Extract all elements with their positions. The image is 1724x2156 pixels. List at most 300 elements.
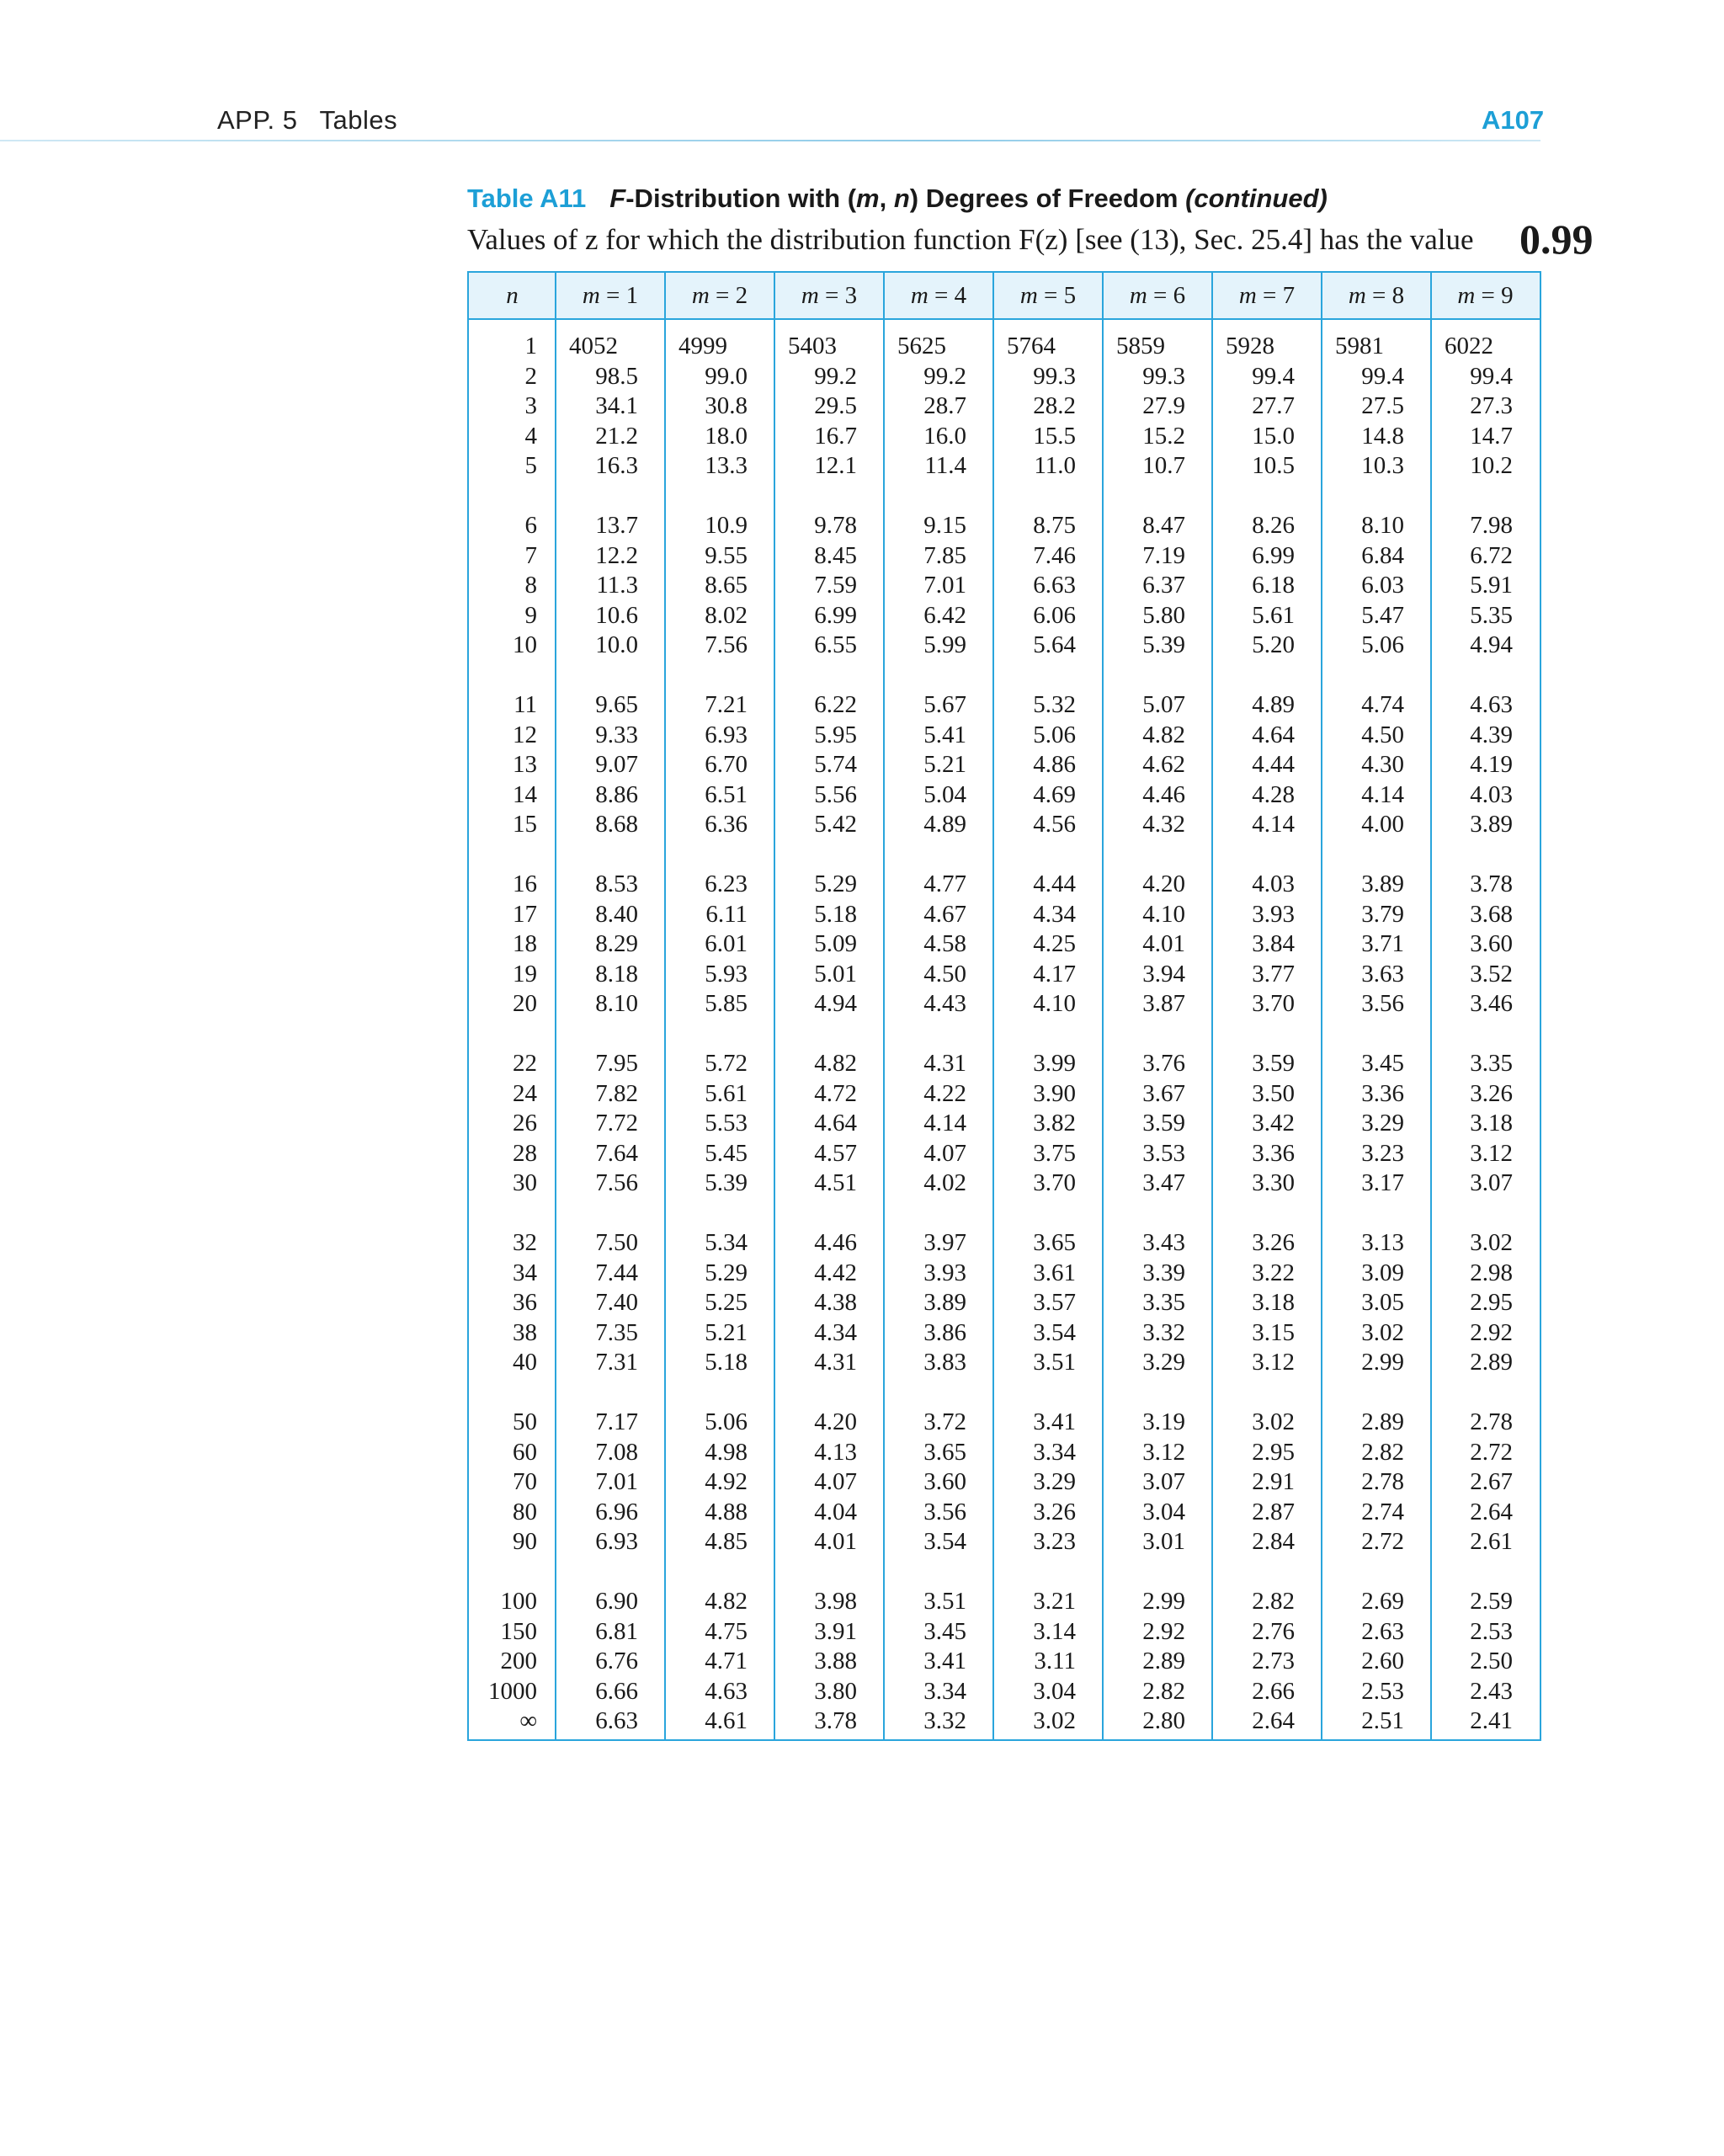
table-cell: 3.98 [814,1588,857,1615]
table-cell: 3.34 [1033,1438,1076,1466]
table-cell: 10.0 [595,631,638,658]
table-cell: 3.11 [1034,1648,1076,1674]
table-cell: 6.63 [595,1707,638,1734]
table-cell: 27.9 [1142,392,1185,419]
table-cell: 5.01 [814,960,857,988]
table-cell: 16.7 [814,422,857,450]
table-cell: 3.23 [1361,1139,1404,1167]
table-cell: 4.56 [1033,811,1076,838]
table-cell: 13.3 [705,452,748,479]
table-cell: 6.55 [814,631,857,658]
table-cell: 2.95 [1252,1438,1295,1466]
table-cell: 5.21 [705,1318,748,1346]
table-cell: 9.65 [595,691,638,718]
table-cell: 3.19 [1142,1408,1185,1435]
table-cell: 16.0 [923,422,966,450]
table-cell: 3.52 [1470,960,1513,988]
table-cell: 6.36 [705,811,748,838]
title-sep: , [879,184,894,213]
table-cell: 5.56 [814,780,857,808]
table-cell: 4.34 [814,1318,857,1346]
table-cell: 7.85 [923,541,966,569]
table-cell: 4.63 [705,1677,748,1705]
table-cell: 3.90 [1033,1079,1076,1107]
table-header-row [469,273,1540,320]
table-cell: 3.35 [1142,1289,1185,1316]
table-cell: 4.64 [814,1110,857,1137]
table-cell: 3.87 [1142,990,1185,1017]
table-cell: 4.04 [814,1498,857,1525]
table-cell: 3.35 [1470,1050,1513,1077]
table-cell: 6.01 [705,930,748,957]
title-main: -Distribution with ( [625,184,857,213]
section-number: APP. 5 [217,105,298,135]
table-cell: 3.76 [1142,1050,1185,1077]
table-cell: 28.2 [1033,392,1076,419]
table-cell: 3.89 [1361,870,1404,897]
table-cell: 99.2 [923,362,966,390]
table-cell: 7.21 [705,691,748,718]
row-label-n: 5 [524,452,537,479]
table-cell: 5.95 [814,721,857,748]
table-cell: 4.58 [923,930,966,957]
table-cell: 9.15 [923,512,966,539]
table-cell: 8.10 [595,990,638,1017]
table-cell: 5.07 [1142,691,1185,718]
table-cell: 4.89 [1252,691,1295,718]
table-cell: 2.82 [1142,1677,1185,1705]
header-m-5: m = 5 [1019,282,1077,309]
table-cell: 6.96 [595,1498,638,1525]
table-cell: 16.3 [595,452,638,479]
table-cell: 3.22 [1252,1259,1295,1286]
table-cell: 3.17 [1361,1169,1404,1196]
table-cell: 8.26 [1252,512,1295,539]
table-cell: 5.45 [705,1139,748,1167]
table-cell: 6.70 [705,751,748,778]
table-cell: 3.47 [1142,1169,1185,1196]
table-cell: 3.29 [1361,1110,1404,1137]
table-cell: 7.35 [595,1318,638,1346]
table-cell: 3.93 [923,1259,966,1286]
row-label-n: 80 [513,1498,537,1525]
table-cell: 7.56 [595,1169,638,1196]
table-cell: 7.98 [1470,512,1513,539]
table-cell: 15.5 [1033,422,1076,450]
row-label-n: 26 [513,1110,537,1137]
table-cell: 15.0 [1252,422,1295,450]
table-cell: 8.53 [595,870,638,897]
row-label-n: 18 [513,930,537,957]
table-cell: 3.78 [1470,870,1513,897]
table-cell: 2.53 [1470,1617,1513,1645]
table-cell: 4.25 [1033,930,1076,957]
table-cell: 2.82 [1361,1438,1404,1466]
table-cell: 3.14 [1033,1617,1076,1645]
table-cell: 4.71 [705,1648,748,1674]
table-cell: 3.67 [1142,1079,1185,1107]
table-cell: 9.33 [595,721,638,748]
row-label-n: 15 [513,811,537,838]
table-cell: 2.95 [1470,1289,1513,1316]
table-cell: 3.50 [1252,1079,1295,1107]
table-cell: 3.12 [1252,1349,1295,1376]
table-cell: 5.61 [705,1079,748,1107]
table-cell: 8.45 [814,541,857,569]
header-m-7: m = 7 [1238,282,1296,309]
table-cell: 3.75 [1033,1139,1076,1167]
table-cell: 5.47 [1361,601,1404,629]
table-cell: 2.99 [1142,1588,1185,1615]
row-label-n: 22 [513,1050,537,1077]
table-cell: 3.53 [1142,1139,1185,1167]
table-cell: 3.99 [1033,1050,1076,1077]
row-label-n: 30 [513,1169,537,1196]
table-cell: 2.69 [1361,1588,1404,1615]
title-continued: (continued) [1185,184,1328,213]
table-cell: 11.4 [924,452,966,479]
table-cell: 3.88 [814,1648,857,1674]
table-cell: 9.07 [595,751,638,778]
row-label-n: 13 [513,751,537,778]
table-cell: 6.23 [705,870,748,897]
table-cell: 5.34 [705,1229,748,1256]
table-cell: 3.32 [1142,1318,1185,1346]
table-cell: 98.5 [595,362,638,390]
table-cell: 3.89 [923,1289,966,1316]
table-cell: 4.01 [814,1528,857,1555]
table-cell: 4.03 [1252,870,1295,897]
table-cell: 2.80 [1142,1707,1185,1734]
table-cell: 2.78 [1470,1408,1513,1435]
table-cell: 3.63 [1361,960,1404,988]
table-cell: 5.61 [1252,601,1295,629]
table-cell: 6.93 [705,721,748,748]
table-cell: 7.64 [595,1139,638,1167]
table-cell: 30.8 [705,392,748,419]
table-cell: 27.3 [1470,392,1513,419]
table-cell: 3.36 [1252,1139,1295,1167]
table-cell: 3.60 [1470,930,1513,957]
table-cell: 4.64 [1252,721,1295,748]
table-cell: 8.75 [1033,512,1076,539]
table-cell: 4.69 [1033,780,1076,808]
table-cell: 8.47 [1142,512,1185,539]
table-cell: 29.5 [814,392,857,419]
table-cell: 3.56 [1361,990,1404,1017]
header-m-9: m = 9 [1457,282,1514,309]
row-label-n: 17 [513,900,537,928]
table-cell: 18.0 [705,422,748,450]
row-label-n: 38 [513,1318,537,1346]
table-cell: 3.29 [1033,1468,1076,1495]
table-cell: 3.18 [1252,1289,1295,1316]
table-cell: 3.07 [1142,1468,1185,1495]
table-cell: 4.51 [814,1169,857,1196]
table-cell: 3.86 [923,1318,966,1346]
table-caption [467,184,1328,214]
table-cell: 2.89 [1142,1648,1185,1674]
table-cell: 5.85 [705,990,748,1017]
table-cell: 8.40 [595,900,638,928]
table-cell: 7.19 [1142,541,1185,569]
table-cell: 6.03 [1361,572,1404,599]
table-cell: 6.63 [1033,572,1076,599]
header-m-8: m = 8 [1348,282,1405,309]
table-cell: 3.91 [814,1617,857,1645]
row-label-n: 60 [513,1438,537,1466]
table-cell: 3.70 [1033,1169,1076,1196]
table-cell: 6.18 [1252,572,1295,599]
table-cell: 4.07 [923,1139,966,1167]
table-cell: 3.94 [1142,960,1185,988]
table-cell: 3.79 [1361,900,1404,928]
table-cell: 2.92 [1470,1318,1513,1346]
table-cell: 2.98 [1470,1259,1513,1286]
table-cell: 3.02 [1470,1229,1513,1256]
table-cell: 2.63 [1361,1617,1404,1645]
table-cell: 6.90 [595,1588,638,1615]
table-cell: 5.35 [1470,601,1513,629]
table-cell: 4.13 [814,1438,857,1466]
table-cell: 5.06 [1033,721,1076,748]
row-label-n: 10 [513,631,537,658]
table-cell: 5.80 [1142,601,1185,629]
table-cell: 99.2 [814,362,857,390]
table-cell: 14.7 [1470,422,1513,450]
table-cell: 3.51 [923,1588,966,1615]
row-label-n: 200 [500,1648,537,1674]
table-cell: 3.43 [1142,1229,1185,1256]
table-cell: 3.41 [923,1648,966,1674]
table-label: Table A11 [467,184,587,213]
table-cell: 4.34 [1033,900,1076,928]
table-cell: 3.42 [1252,1110,1295,1137]
table-cell: 3.29 [1142,1349,1185,1376]
table-cell: 4.17 [1033,960,1076,988]
f-distribution-table [467,271,1541,1741]
table-cell: 99.3 [1033,362,1076,390]
table-cell: 3.21 [1033,1588,1076,1615]
table-cell: 5764 [1007,333,1056,359]
table-cell: 4.38 [814,1289,857,1316]
row-label-n: 34 [513,1259,537,1286]
row-label-n: 40 [513,1349,537,1376]
table-cell: 12.2 [595,541,638,569]
title-m: m [856,184,880,213]
header-m-2: m = 2 [691,282,748,309]
table-cell: 4.14 [1361,780,1404,808]
table-cell: 4.92 [705,1468,748,1495]
table-cell: 5981 [1335,333,1384,359]
title-f: F [609,184,626,213]
table-cell: 3.84 [1252,930,1295,957]
table-cell: 4.32 [1142,811,1185,838]
table-cell: 3.02 [1252,1408,1295,1435]
table-cell: 21.2 [595,422,638,450]
table-cell: 4.03 [1470,780,1513,808]
table-cell: 4.31 [814,1349,857,1376]
table-cell: 4.62 [1142,751,1185,778]
table-cell: 2.41 [1470,1707,1513,1734]
table-cell: 4.85 [705,1528,748,1555]
page-number: A107 [1482,105,1545,135]
table-cell: 7.08 [595,1438,638,1466]
table-cell: 6.66 [595,1677,638,1705]
table-cell: 3.70 [1252,990,1295,1017]
title-end: ) Degrees of Freedom [909,184,1186,213]
table-cell: 99.0 [705,362,748,390]
table-cell: 5.67 [923,691,966,718]
table-cell: 3.13 [1361,1229,1404,1256]
table-cell: 2.61 [1470,1528,1513,1555]
row-label-n: 2 [524,362,537,390]
table-cell: 2.50 [1470,1648,1513,1674]
table-cell: 2.66 [1252,1677,1295,1705]
table-cell: 3.02 [1033,1707,1076,1734]
table-cell: 2.89 [1361,1408,1404,1435]
table-cell: 3.15 [1252,1318,1295,1346]
table-cell: 3.78 [814,1707,857,1734]
table-cell: 4.50 [923,960,966,988]
table-cell: 3.65 [1033,1229,1076,1256]
table-cell: 5.04 [923,780,966,808]
table-cell: 99.4 [1252,362,1295,390]
table-cell: 3.80 [814,1677,857,1705]
table-cell: 5.93 [705,960,748,988]
table-cell: 28.7 [923,392,966,419]
table-cell: 4.44 [1252,751,1295,778]
table-cell: 6.84 [1361,541,1404,569]
table-cell: 3.04 [1033,1677,1076,1705]
table-cell: 4.10 [1142,900,1185,928]
table-cell: 3.83 [923,1349,966,1376]
table-cell: 7.56 [705,631,748,658]
table-cell: 5.29 [705,1259,748,1286]
table-cell: 27.5 [1361,392,1404,419]
row-label-n: 12 [513,721,537,748]
table-cell: 99.4 [1470,362,1513,390]
row-label-n: 100 [500,1588,537,1615]
table-cell: 3.26 [1033,1498,1076,1525]
table-cell: 3.41 [1033,1408,1076,1435]
table-cell: 3.93 [1252,900,1295,928]
table-cell: 3.26 [1252,1229,1295,1256]
subcaption-text: Values of z for which the distribution function F(z) [see (13), Sec. 25.4] has the value [467,223,1474,256]
table-cell: 4.20 [1142,870,1185,897]
title-n: n [893,184,910,213]
table-cell: 5.21 [923,751,966,778]
table-cell: 3.59 [1142,1110,1185,1137]
table-cell: 5.32 [1033,691,1076,718]
table-cell: 2.82 [1252,1588,1295,1615]
table-cell: 2.53 [1361,1677,1404,1705]
table-cell: 5.99 [923,631,966,658]
table-cell: 5928 [1226,333,1274,359]
table-cell: 8.02 [705,601,748,629]
table-cell: 7.17 [595,1408,638,1435]
table-cell: 3.82 [1033,1110,1076,1137]
table-cell: 4.94 [1470,631,1513,658]
table-cell: 3.36 [1361,1079,1404,1107]
table-cell: 99.3 [1142,362,1185,390]
table-cell: 4.50 [1361,721,1404,748]
row-label-n: 7 [524,541,537,569]
row-label-n: 24 [513,1079,537,1107]
running-head-section [217,105,397,136]
table-cell: 2.59 [1470,1588,1513,1615]
section-title: Tables [319,105,398,135]
table-cell: 10.2 [1470,452,1513,479]
table-cell: 2.67 [1470,1468,1513,1495]
table-cell: 2.64 [1252,1707,1295,1734]
table-cell: 4.46 [1142,780,1185,808]
table-cell: 7.95 [595,1050,638,1077]
table-cell: 4.82 [814,1050,857,1077]
table-cell: 4.07 [814,1468,857,1495]
table-cell: 10.9 [705,512,748,539]
table-cell: 11.3 [596,572,638,599]
table-cell: 3.30 [1252,1169,1295,1196]
table-cell: 4.30 [1361,751,1404,778]
table-cell: 7.31 [595,1349,638,1376]
table-cell: 5.06 [705,1408,748,1435]
table-cell: 5.41 [923,721,966,748]
table-cell: 3.12 [1470,1139,1513,1167]
table-cell: 9.78 [814,512,857,539]
row-label-n: 3 [524,392,537,419]
table-cell: 4.98 [705,1438,748,1466]
row-label-n: 19 [513,960,537,988]
table-cell: 2.72 [1470,1438,1513,1466]
row-label-n: 14 [513,780,537,808]
table-cell: 4.01 [1142,930,1185,957]
table-cell: 5.39 [1142,631,1185,658]
table-cell: 5.39 [705,1169,748,1196]
table-cell: 2.64 [1470,1498,1513,1525]
row-label-n: 9 [524,601,537,629]
row-label-n: 70 [513,1468,537,1495]
table-cell: 6022 [1445,333,1493,359]
table-cell: 4.94 [814,990,857,1017]
table-cell: 3.89 [1470,811,1513,838]
table-cell: 2.99 [1361,1349,1404,1376]
header-m-3: m = 3 [801,282,858,309]
table-cell: 8.86 [595,780,638,808]
table-cell: 3.39 [1142,1259,1185,1286]
table-cell: 8.18 [595,960,638,988]
table-cell: 3.54 [1033,1318,1076,1346]
table-cell: 5.91 [1470,572,1513,599]
table-cell: 4.63 [1470,691,1513,718]
table-cell: 2.60 [1361,1648,1404,1674]
table-cell: 3.51 [1033,1349,1076,1376]
table-cell: 8.10 [1361,512,1404,539]
table-cell: 5.74 [814,751,857,778]
table-cell: 5859 [1116,333,1165,359]
row-label-n: 20 [513,990,537,1017]
table-cell: 6.99 [814,601,857,629]
table-cell: 7.01 [923,572,966,599]
table-cell: 3.45 [923,1617,966,1645]
table-cell: 6.37 [1142,572,1185,599]
table-cell: 5.18 [705,1349,748,1376]
table-cell: 3.97 [923,1229,966,1256]
table-cell: 3.57 [1033,1289,1076,1316]
row-label-n: 11 [513,691,537,718]
table-cell: 7.59 [814,572,857,599]
table-cell: 4.75 [705,1617,748,1645]
